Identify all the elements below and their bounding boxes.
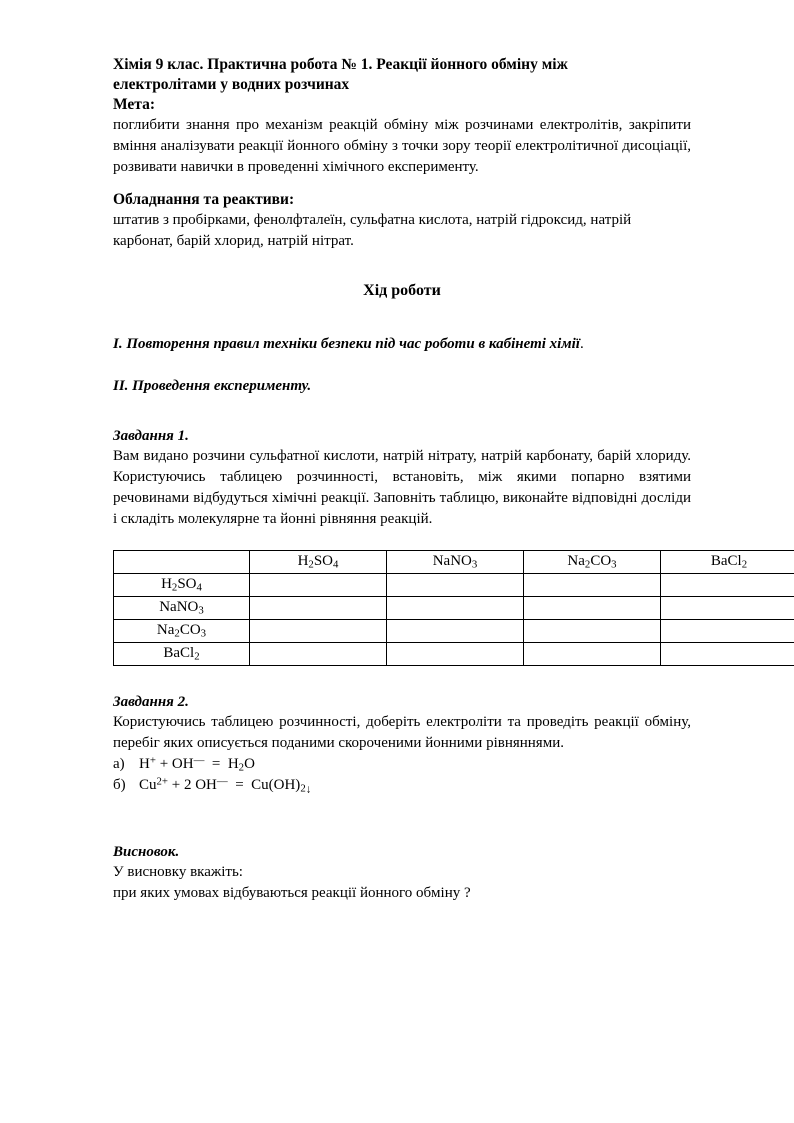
cell-0-2[interactable]	[524, 573, 661, 596]
equation-b-part2: + 2 OH	[168, 776, 217, 793]
row-header-nano3: NaNO$_3$	[114, 596, 250, 619]
cell-2-2[interactable]	[524, 619, 661, 642]
equation-a-sup2: ‒‒	[193, 753, 205, 766]
cell-3-2[interactable]	[524, 642, 661, 665]
conclusion-line-2: при яких умовах відбуваються реакції йонного обміну ?	[113, 884, 471, 901]
equation-a-sub3: 2	[238, 760, 245, 773]
task-2-label: Завдання 2.	[113, 693, 189, 710]
equation-a-part3: = H	[204, 755, 239, 772]
cell-0-1[interactable]	[387, 573, 524, 596]
table-row	[114, 573, 794, 596]
column-header-na2co3: $Na_2CO_3$	[524, 550, 661, 573]
subscript: 3	[200, 627, 207, 640]
equation-a-marker: а)	[113, 755, 125, 772]
equation-a-part1: H	[139, 755, 150, 772]
table-header-row	[114, 550, 794, 573]
cell-3-1[interactable]	[387, 642, 524, 665]
equation-b-part3: = Cu(OH)	[227, 776, 301, 793]
task-2-text: Користуючись таблицею розчинності, доберіть електроліти та проведіть реакції обміну, перебіг яких описується поданими скороченими йонними рівняннями.	[113, 713, 691, 751]
subscript: 2	[741, 558, 748, 571]
subscript: 4	[196, 581, 202, 594]
goal-text: поглибити знання про механізм реакцій обміну між розчинами електролітів, закріпити вміння аналізувати реакції йонного обміну з точки зору теорії електролітичної дисоціації, розвивати навички в проведенні хімічного експерименту.	[113, 116, 691, 175]
equation-a-part2: + OH	[155, 755, 194, 772]
subscript: 3	[611, 558, 617, 571]
subscript: 2	[171, 581, 178, 594]
table-body	[114, 573, 794, 665]
precipitate-arrow-icon: ↓	[305, 782, 312, 795]
task-1-label: Завдання 1.	[113, 427, 189, 444]
subscript: 2	[308, 558, 314, 571]
column-header-h2so4: $H_2SO_4$	[250, 550, 387, 573]
cell-0-0[interactable]	[250, 573, 387, 596]
column-header-nano3: NaNO$_3$	[387, 550, 524, 573]
equation-b-sup1: 2+	[156, 774, 169, 787]
cell-2-1[interactable]	[387, 619, 524, 642]
column-header-bacl2: BaCl$_2$	[661, 550, 794, 573]
section-ii-heading: II. Проведення експерименту.	[113, 377, 312, 394]
document-title-line-2: електролітами у водних розчинах	[113, 75, 350, 93]
equation-b-sup2: ‒‒	[216, 774, 228, 787]
subscript: 3	[198, 604, 204, 617]
goal-heading: Мета:	[113, 95, 156, 113]
table-head	[114, 550, 794, 573]
cell-1-0[interactable]	[250, 596, 387, 619]
reaction-matrix-table	[113, 550, 794, 666]
cell-2-3[interactable]	[661, 619, 794, 642]
equation-b-sub3: 2	[300, 781, 306, 794]
table-row	[114, 642, 794, 665]
cell-0-3[interactable]	[661, 573, 794, 596]
row-header-bacl2: BaCl$_2$	[114, 642, 250, 665]
cell-3-0[interactable]	[250, 642, 387, 665]
row-header-h2so4: $H_2SO_4$	[114, 573, 250, 596]
equation-b	[113, 775, 691, 800]
workflow-heading: Хід роботи	[363, 281, 441, 299]
table-row	[114, 596, 794, 619]
cell-2-0[interactable]	[250, 619, 387, 642]
subscript: 2	[174, 627, 180, 640]
section-i-text: I. Повторення правил техніки безпеки під час роботи в кабінеті хімії	[113, 335, 580, 352]
document-body	[113, 55, 748, 904]
cell-1-2[interactable]	[524, 596, 661, 619]
conclusion-line-1: У висновку вкажіть:	[113, 863, 243, 880]
table-row	[114, 619, 794, 642]
equipment-heading: Обладнання та реактиви:	[113, 190, 295, 208]
subscript: 2	[584, 558, 591, 571]
section-i-period: .	[579, 335, 584, 352]
task-1-text: Вам видано розчини сульфатної кислоти, натрій нітрату, натрій карбонату, барій хлориду. Користуючись таблицею розчинності, встановіть, між якими попарно взятими речовинами відбудуться хімічні реакції. Заповніть таблицю, виконайте відповідні досліди і складіть молекулярне та йонні рівняння реакцій.	[113, 447, 691, 527]
equation-a	[113, 754, 691, 775]
subscript: 4	[333, 558, 339, 571]
equation-b-part1: Cu	[139, 776, 157, 793]
equation-b-marker: б)	[113, 776, 126, 793]
table-corner-cell	[114, 550, 250, 573]
section-i-heading	[113, 334, 691, 354]
equation-a-part4: O	[244, 755, 255, 772]
equation-a-sup1: +	[149, 753, 156, 766]
cell-1-3[interactable]	[661, 596, 794, 619]
cell-3-3[interactable]	[661, 642, 794, 665]
subscript: 3	[471, 558, 478, 571]
equipment-text: штатив з пробірками, фенолфталеїн, сульфатна кислота, натрій гідроксид, натрій карбонат, барій хлорид, натрій нітрат.	[113, 211, 632, 249]
document-title-line-1: Хімія 9 клас. Практична робота № 1. Реакції йонного обміну між	[113, 56, 568, 73]
conclusion-label: Висновок.	[113, 843, 180, 860]
cell-1-1[interactable]	[387, 596, 524, 619]
row-header-na2co3: $Na_2CO_3$	[114, 619, 250, 642]
subscript: 2	[194, 650, 200, 663]
